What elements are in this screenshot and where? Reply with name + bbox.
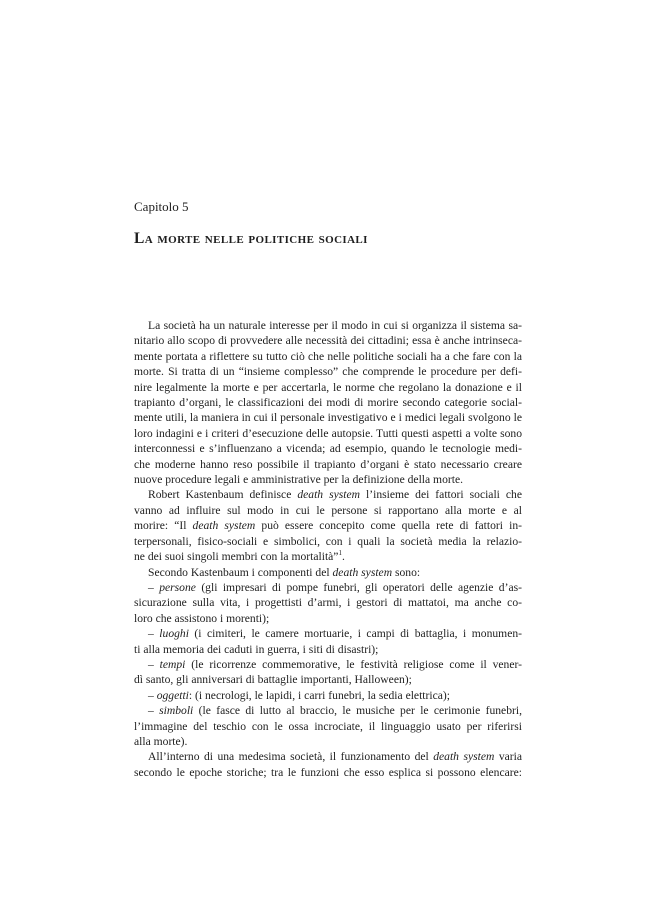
text-segment: loro indagini e i criteri d’esecuzione delle autopsie. Tutti questi aspetti a volte sono: [134, 426, 522, 440]
body-text: [134, 318, 522, 780]
text-segment: dì santo, gli anniversari di battaglie importanti, Halloween);: [134, 673, 412, 687]
text-line: [134, 765, 522, 780]
text-segment: nitario allo scopo di provvedere alle necessità dei cittadini; essa è anche intrinseca-: [134, 334, 522, 348]
text-line: [134, 472, 522, 487]
text-line: [134, 611, 522, 626]
text-line: [134, 395, 522, 410]
text-segment: loro che assistono i morenti);: [134, 611, 270, 625]
chapter-title: La morte nelle politiche sociali: [134, 230, 368, 247]
footnote-ref[interactable]: 1: [338, 549, 342, 558]
text-line: [134, 657, 522, 672]
text-segment: mente utili, la maniera in cui il personale investigativo e i medici legali svolgono le: [134, 411, 522, 425]
text-line: [134, 626, 522, 641]
italic-term: persone: [159, 580, 196, 594]
text-segment: morte. Si tratta di un “insieme complesso” che comprende le procedure per defi-: [134, 365, 522, 379]
text-line: [134, 749, 522, 764]
text-line: [134, 380, 522, 395]
text-line: [134, 534, 522, 549]
text-line: [134, 672, 522, 687]
text-segment: –: [148, 627, 160, 641]
text-line: [134, 703, 522, 718]
text-segment: sicurazione sulla vita, i progettisti d’armi, i gestori di mattatoi, ma anche co-: [134, 596, 522, 610]
text-segment: l’immagine del teschio con le ossa incrociate, il linguaggio usato per riferirsi: [134, 719, 522, 733]
text-segment: ti alla memoria dei caduti in guerra, i siti di disastri);: [134, 642, 379, 656]
italic-term: death system: [297, 488, 361, 502]
text-line: [134, 580, 522, 595]
text-segment: ne dei suoi singoli membri con la mortalità”: [134, 550, 339, 564]
text-segment: –: [148, 580, 160, 594]
text-segment: morire: “Il: [134, 519, 193, 533]
text-segment: mente portata a riflettere su tutto ciò che nelle politiche sociali ha a che fare con la: [134, 349, 522, 363]
text-line: [134, 549, 522, 564]
text-segment: Secondo Kastenbaum i componenti del: [148, 565, 333, 579]
text-segment: terpersonali, fisico-sociali e simbolici, con i quali la società media la relazio-: [134, 534, 522, 548]
text-line: [134, 518, 522, 533]
text-line: [134, 349, 522, 364]
text-segment: .: [341, 550, 345, 564]
text-line: [134, 318, 522, 333]
text-line: [134, 426, 522, 441]
chapter-label: Capitolo 5: [134, 199, 189, 214]
text-segment: nuove procedure legali e amministrative per la definizione della morte.: [134, 473, 464, 487]
text-line: [134, 734, 522, 749]
text-segment: varia: [494, 750, 522, 764]
text-segment: secondo le epoche storiche; tra le funzioni che esso esplica si possono elencare:: [134, 765, 522, 779]
text-segment: l’insieme dei fattori sociali che: [360, 488, 522, 502]
text-segment: (i cimiteri, le camere mortuarie, i campi di battaglia, i monumen-: [188, 627, 522, 641]
text-segment: che moderne hanno reso possibile il trapianto d’organi è stato necessario creare: [134, 457, 522, 471]
text-line: [134, 503, 522, 518]
italic-term: oggetti: [156, 688, 189, 702]
text-segment: sono:: [392, 565, 421, 579]
text-line: [134, 688, 522, 703]
text-line: [134, 719, 522, 734]
text-line: [134, 441, 522, 456]
text-segment: : (i necrologi, le lapidi, i carri funebri, la sedia elettrica);: [188, 688, 450, 702]
italic-term: luoghi: [159, 627, 189, 641]
text-segment: Robert Kastenbaum definisce: [148, 488, 298, 502]
text-line: [134, 642, 522, 657]
text-line: [134, 333, 522, 348]
text-segment: alla morte).: [134, 734, 188, 748]
italic-term: tempi: [159, 657, 186, 671]
text-line: [134, 457, 522, 472]
text-segment: trapianto d’organi, le classificazioni dei modi di morire secondo categorie social-: [134, 396, 522, 410]
text-line: [134, 364, 522, 379]
italic-term: death system: [192, 519, 256, 533]
text-line: [134, 487, 522, 502]
text-segment: –: [148, 657, 160, 671]
italic-term: death system: [332, 565, 393, 579]
text-line: [134, 595, 522, 610]
text-segment: può essere concepito come quella rete di fattori in-: [255, 519, 522, 533]
text-segment: (gli impresari di pompe funebri, gli operatori delle agenzie d’as-: [195, 580, 522, 594]
text-segment: –: [148, 704, 160, 718]
text-segment: interconnessi e s’influenzano a vicenda; ad esempio, quando le tecnologie medi-: [134, 442, 522, 456]
text-segment: All’interno di una medesima società, il funzionamento del: [148, 750, 434, 764]
text-segment: (le ricorrenze commemorative, le festività religiose come il vener-: [185, 657, 522, 671]
text-segment: (le fasce di lutto al braccio, le musiche per le cerimonie funebri,: [193, 704, 522, 718]
text-segment: –: [148, 688, 157, 702]
text-segment: nire legalmente la morte e per accertarla, le norme che regolano la donazione e il: [134, 380, 522, 394]
text-segment: La società ha un naturale interesse per il modo in cui si organizza il sistema sa-: [148, 319, 522, 332]
text-segment: vanno ad influire sul modo in cui le persone si rapportano alla morte e al: [134, 503, 522, 517]
italic-term: death system: [433, 750, 495, 764]
text-line: [134, 410, 522, 425]
italic-term: simboli: [159, 704, 194, 718]
text-line: [134, 565, 522, 580]
